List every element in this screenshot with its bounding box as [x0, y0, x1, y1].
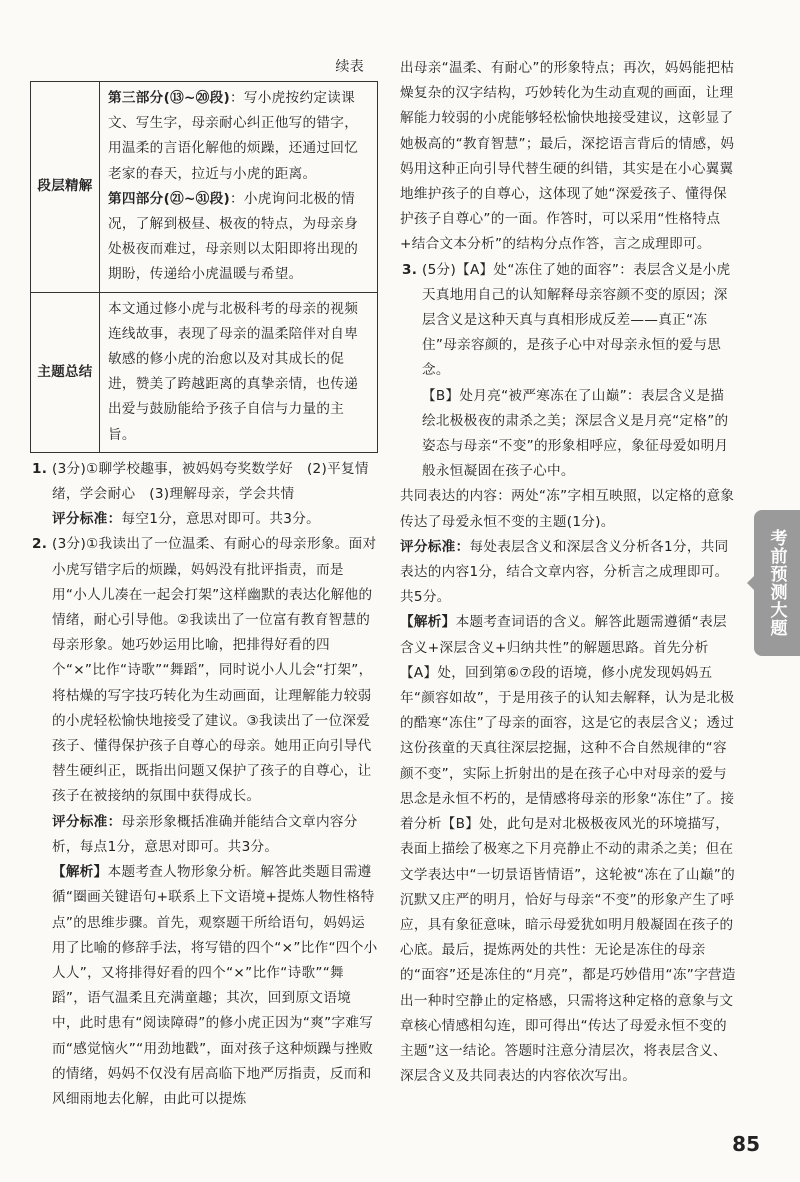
table-row [31, 292, 378, 452]
page-number: 85 [732, 1132, 760, 1156]
question-2 [30, 532, 378, 1112]
right-column [400, 56, 738, 1089]
part-four-text: ：小虎询问北极的情况，了解到极昼、极夜的特点，为母亲身处极夜而难过，母亲则以太阳即将出现的期盼，传递给小虎温暖与希望。 [108, 190, 359, 283]
analysis-label: 【解析】 [400, 614, 456, 631]
continued-label: 续表 [335, 59, 364, 75]
part-four-head: 第四部分(㉑~㉛段) [108, 190, 230, 207]
criteria-label: 评分标准： [400, 538, 470, 555]
part-three-text: ：写小虎按约定读课文、写生字，母亲耐心纠正他写的错字，用温柔的言语化解他的烦躁，还通过回忆老家的春天，拉近与小虎的距离。 [108, 90, 359, 182]
question-3-analysis [400, 610, 738, 1089]
question-1 [30, 457, 378, 533]
question-2-criteria [52, 810, 378, 860]
part-three [108, 86, 371, 187]
table-row [31, 82, 378, 293]
criteria-text: 每空1分，意思对即可。共3分。 [121, 511, 320, 528]
question-3 [400, 258, 738, 485]
part-four [108, 187, 371, 288]
question-3-answer-b: 【B】处月亮“被严寒冻在了山巅”：表层含义是描绘北极极夜的肃杀之美；深层含义是月亮“定格”的姿态与母亲“不变”的形象相呼应，象征母爱如明月般永恒凝固在孩子心中。 [422, 387, 729, 480]
question-2-analysis [52, 860, 378, 1112]
question-1-number: 1. [32, 460, 48, 477]
analysis-label: 【解析】 [52, 864, 108, 881]
row-content-theme [100, 292, 378, 452]
question-2-analysis-continued: 出母亲“温柔、有耐心”的形象特点；再次，妈妈能把枯燥复杂的汉字结构，巧妙转化为生动直观的画面，让理解能力较弱的小虎能够轻松愉快地接受建议，这彰显了她极高的“教育智慧”；最后，深挖语言背后的情感，妈妈用这种正向引导代替生硬的纠错，其实是在小心翼翼地维护孩子的自尊心，这体现了她“深爱孩子、懂得保护孩子自尊心”的一面。作答时，可以采用“性格特点+结合文本分析”的结构分点作答，言之成理即可。 [400, 60, 735, 253]
analysis-text: 本题考查词语的含义。解答此题需遵循“表层含义+深层含义+归纳共性”的解题思路。首先分析【A】处，回到第⑥⑦段的语境，修小虎发现妈妈五年“颜容如故”，于是用孩子的认知去解释，认为是北极的酷寒“冻住”了母亲的面容，这是它的表层含义；透过这份孩童的天真往深层挖掘，这种不合自然规律的“容颜不变”，实际上折射出的是在孩子心中对母亲的爱与思念是永恒不朽的，是情感将母亲的形象“冻住”了。接着分析【B】处，此句是对北极极夜风光的环境描写，表面上描绘了极寒之下月亮静止不动的肃杀之美；但在文学表达中“一切景语皆情语”，这轮被“冻在了山巅”的沉默又庄严的明月，恰好与母亲“不变”的形象产生了呼应，具有象征意味，暗示母爱犹如明月般凝固在孩子的心底。最后，提炼两处的共性：无论是冻住的母亲的“面容”还是冻住的“月亮”，都是巧妙借用“冻”字营造出一种时空静止的定格感，只需将这种定格的意象与文章核心情感相勾连，即可得出“传达了母爱永恒不变的主题”这一结论。答题时注意分清层次，将表层含义、深层含义及共同表达的内容依次写出。 [400, 614, 736, 1085]
question-1-criteria [52, 507, 378, 532]
criteria-label: 评分标准： [52, 813, 122, 830]
row-content-structure [100, 82, 378, 293]
summary-table [30, 81, 378, 453]
analysis-text: 本题考查人物形象分析。解答此类题目需遵循“圈画关键语句+联系上下文语境+提炼人物性格特点”的思维步骤。首先，观察题干所给语句，妈妈运用了比喻的修辞手法，将写错的四个“×”比作“四个小人人”，又将排得好看的四个“×”比作“诗歌”“舞蹈”，语气温柔且充满童趣；其次，回到原文语境中，此时患有“阅读障碍”的修小虎正因为“爽”字难写而“感觉恼火”“用劲地戳”，面对孩子这种烦躁与挫败的情绪，妈妈不仅没有居高临下地严厉指责，反而和风细雨地去化解，由此可以提炼 [52, 864, 378, 1107]
row-label-theme: 主题总结 [31, 292, 100, 452]
section-side-tab: 考前预测大题 [754, 510, 800, 656]
question-3-answer-common: 共同表达的内容：两处“冻”字相互映照，以定格的意象传达了母爱永恒不变的主题(1分)。 [400, 488, 735, 530]
criteria-text: 母亲形象概括准确并能结合文章内容分析，每点1分，意思对即可。共3分。 [52, 813, 358, 855]
question-3-answer-a: (5分)【A】处“冻住了她的面容”：表层含义是小虎天真地用自己的认知解释母亲容颜不变的原因；深层含义是这种天真与真相形成反差——真正“冻住”母亲容颜的，是孩子心中对母亲永恒的爱与思念。 [422, 261, 731, 379]
criteria-label: 评分标准： [52, 511, 122, 528]
criteria-text: 每处表层含义和深层含义分析各1分，共同表达的内容1分，结合文章内容，分析言之成理即可。共5分。 [400, 538, 729, 606]
row-label-structure: 段层精解 [31, 82, 100, 293]
question-2-number: 2. [32, 536, 48, 553]
question-1-answer: (3分)①聊学校趣事，被妈妈夸奖数学好 (2)平复情绪，学会耐心 (3)理解母亲，学会共情 [52, 460, 369, 503]
question-3-criteria [400, 535, 738, 611]
question-2-answer: (3分)①我读出了一位温柔、有耐心的母亲形象。面对小虎写错字后的烦躁，妈妈没有批评指责，而是用“小人儿凑在一起会打架”这样幽默的表达化解他的情绪，耐心引导他。②我读出了一位富有教育智慧的母亲形象。她巧妙运用比喻，把排得好看的四个“×”比作“诗歌”“舞蹈”，同时说小人儿会“打架”，将枯燥的写字技巧转化为生动画面，让理解能力较弱的小虎轻松愉快地接受了建议。③我读出了一位深爱孩子、懂得保护孩子自尊心的母亲。她用正向引导代替生硬纠正，既指出问题又保护了孩子的自尊心，让孩子在被接纳的氛围中获得成长。 [52, 536, 377, 805]
theme-text: 本文通过修小虎与北极科考的母亲的视频连线故事，表现了母亲的温柔陪伴对自卑敏感的修小虎的治愈以及对其成长的促进，赞美了跨越距离的真挚亲情，也传递出爱与鼓励能给予孩子自信与力量的主旨。 [108, 300, 359, 443]
left-column [30, 56, 378, 1112]
part-three-head: 第三部分(⑬~⑳段) [108, 90, 230, 106]
question-3-number: 3. [402, 261, 418, 278]
